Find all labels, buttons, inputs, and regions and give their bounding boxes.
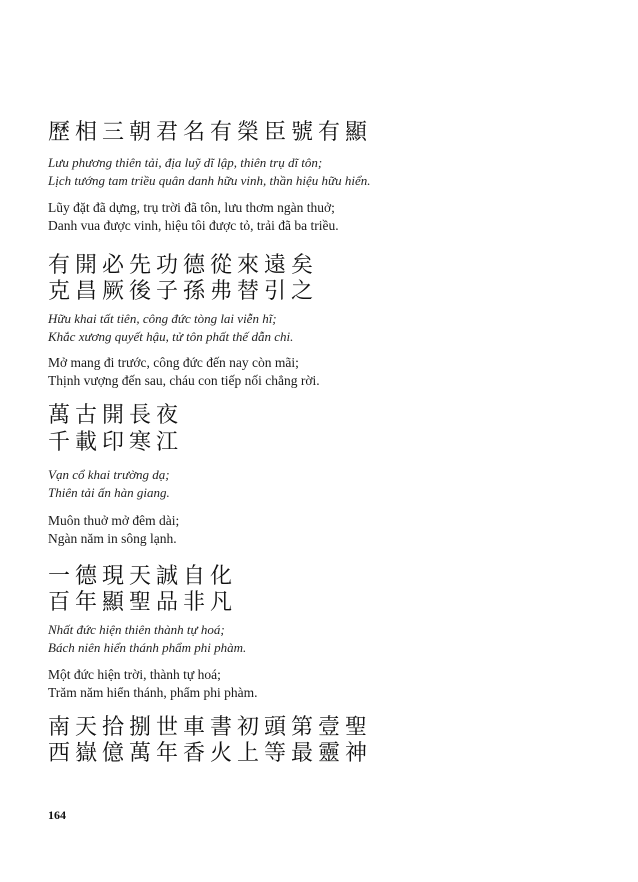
translation-line: Ngàn năm in sông lạnh.: [48, 531, 177, 546]
han-line: 百年顯聖品非凡: [48, 590, 238, 615]
book-page: [48, 0, 608, 882]
translation-line: Muôn thuở mở đêm dài;: [48, 513, 180, 528]
han-line: 西嶽億萬年香火上等最靈神: [48, 741, 373, 766]
transliteration-line: Thiên tải ấn hàn giang.: [48, 485, 170, 500]
han-line: 歷相三朝君名有榮臣號有顯: [48, 120, 373, 145]
han-line: 南天拾捌世車書初頭第壹聖: [48, 715, 373, 740]
transliteration-line: Nhất đức hiện thiên thành tự hoá;: [48, 622, 225, 637]
transliteration-line: Hữu khai tất tiên, công đức tòng lai viễn hĩ;: [48, 311, 277, 326]
translation-line: Một đức hiện trời, thành tự hoá;: [48, 667, 221, 682]
transliteration-line: Lịch tướng tam triều quân danh hữu vinh, thần hiệu hữu hiển.: [48, 173, 371, 188]
transliteration-line: Bách niên hiển thánh phẩm phi phàm.: [48, 640, 247, 655]
han-line: 千載印寒江: [48, 430, 184, 455]
translation-line: Mở mang đi trước, công đức đến nay còn mãi;: [48, 355, 299, 370]
han-line: 一德現天誠自化: [48, 564, 238, 589]
transliteration-line: Khắc xương quyết hậu, tử tôn phất thế dẫn chi.: [48, 329, 294, 344]
translation-line: Danh vua được vinh, hiệu tôi được tỏ, trải đã ba triều.: [48, 218, 339, 233]
han-line: 萬古開長夜: [48, 403, 184, 428]
translation-line: Thịnh vượng đến sau, cháu con tiếp nối chẳng rời.: [48, 373, 320, 388]
transliteration-line: Lưu phương thiên tải, địa luỹ dĩ lập, thiên trụ dĩ tôn;: [48, 155, 323, 170]
han-line: 克昌厥後子孫弗替引之: [48, 279, 319, 304]
translation-line: Trăm năm hiển thánh, phẩm phi phàm.: [48, 685, 258, 700]
translation-line: Lũy đặt đã dựng, trụ trời đã tôn, lưu thơm ngàn thuở;: [48, 200, 335, 215]
transliteration-line: Vạn cổ khai trường dạ;: [48, 467, 170, 482]
page-number: 164: [48, 808, 66, 822]
han-line: 有開必先功德從來遠矣: [48, 253, 319, 278]
